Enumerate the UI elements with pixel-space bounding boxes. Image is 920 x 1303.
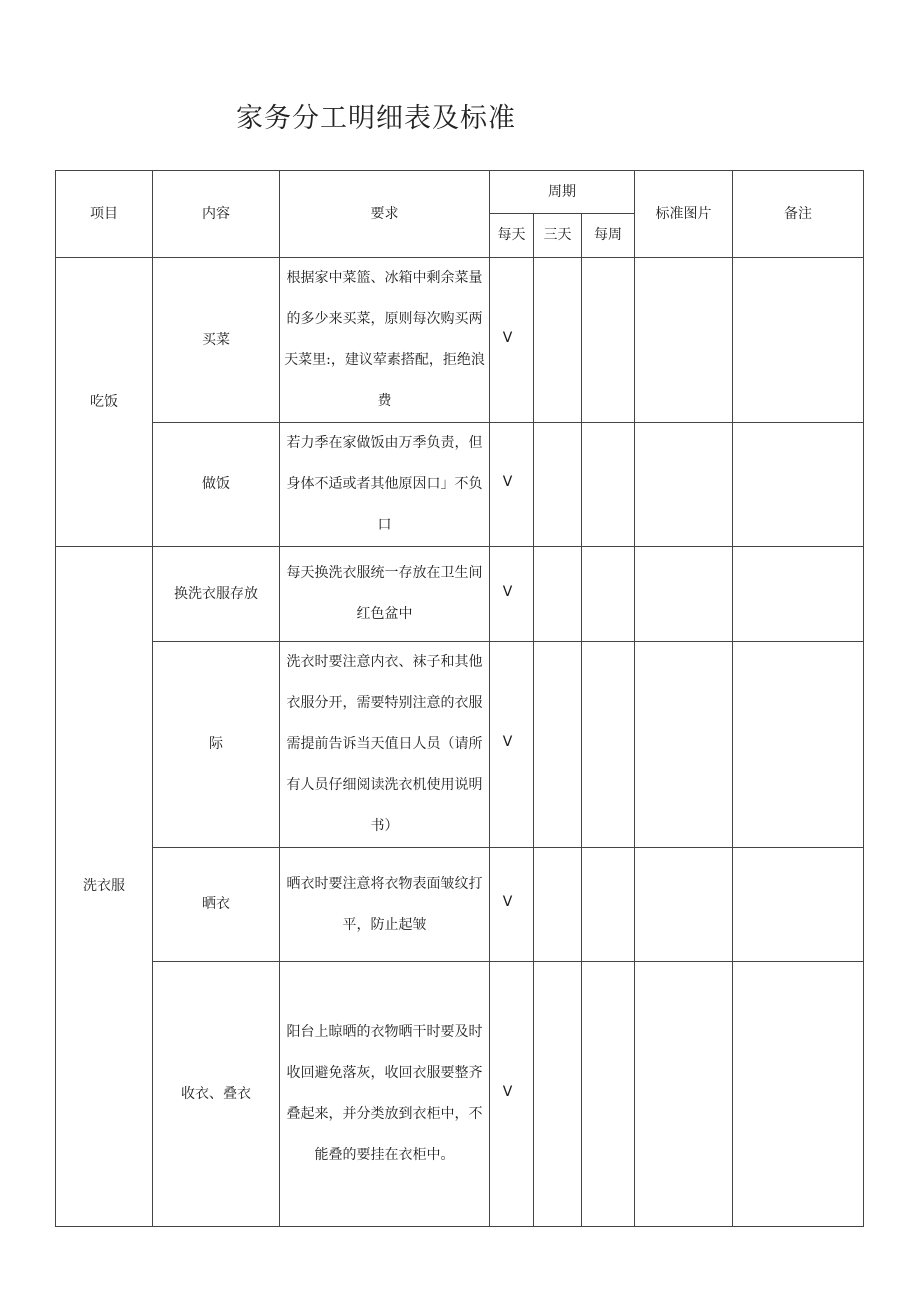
three-days-cell	[534, 423, 582, 547]
note-cell	[733, 962, 864, 1227]
weekly-cell	[582, 962, 635, 1227]
content-cell: 晒衣	[153, 848, 280, 962]
table-row	[56, 258, 864, 423]
requirement-cell: 每天换洗衣服统一存放在卫生间红色盆中	[280, 547, 490, 642]
note-cell	[733, 258, 864, 423]
image-cell	[635, 258, 733, 423]
note-cell	[733, 848, 864, 962]
requirement-cell: 洗衣时要注意内衣、袜子和其他衣服分开，需要特别注意的衣服需提前告诉当天值日人员（请所有人员仔细阅读洗衣机使用说明书）	[280, 642, 490, 848]
weekly-cell	[582, 848, 635, 962]
daily-check: V	[490, 848, 534, 962]
header-std-image: 标准图片	[635, 171, 733, 258]
content-cell: 做饭	[153, 423, 280, 547]
three-days-cell	[534, 848, 582, 962]
daily-check: V	[490, 423, 534, 547]
note-cell	[733, 423, 864, 547]
daily-check: V	[490, 258, 534, 423]
three-days-cell	[534, 258, 582, 423]
content-cell: 际	[153, 642, 280, 848]
requirement-cell: 若力季在家做饭由万季负责，但身体不适或者其他原因口」不负口	[280, 423, 490, 547]
header-requirement: 要求	[280, 171, 490, 258]
content-cell: 买菜	[153, 258, 280, 423]
content-cell: 收衣、叠衣	[153, 962, 280, 1227]
three-days-cell	[534, 642, 582, 848]
image-cell	[635, 547, 733, 642]
three-days-cell	[534, 962, 582, 1227]
three-days-cell	[534, 547, 582, 642]
header-three-days: 三天	[534, 214, 582, 258]
table-row	[56, 848, 864, 962]
weekly-cell	[582, 258, 635, 423]
requirement-cell: 阳台上晾晒的衣物晒干时要及时收回避免落灰，收回衣服要整齐叠起来，并分类放到衣柜中，不能叠的要挂在衣柜中。	[280, 962, 490, 1227]
weekly-cell	[582, 547, 635, 642]
image-cell	[635, 848, 733, 962]
table-row	[56, 547, 864, 642]
requirement-cell: 根据家中菜篮、冰箱中剩余菜量的多少来买菜，原则每次购买两天菜里:，建议荤素搭配，拒绝浪费	[280, 258, 490, 423]
header-content: 内容	[153, 171, 280, 258]
note-cell	[733, 642, 864, 848]
table-row	[56, 642, 864, 848]
image-cell	[635, 962, 733, 1227]
note-cell	[733, 547, 864, 642]
header-note: 备注	[733, 171, 864, 258]
table-row	[56, 423, 864, 547]
header-row-1	[56, 171, 864, 214]
image-cell	[635, 642, 733, 848]
weekly-cell	[582, 642, 635, 848]
daily-check: V	[490, 642, 534, 848]
header-project: 项目	[56, 171, 153, 258]
daily-check: V	[490, 962, 534, 1227]
requirement-cell: 晒衣时要注意将衣物表面皱纹打平，防止起皱	[280, 848, 490, 962]
table-row	[56, 962, 864, 1227]
page-title: 家务分工明细表及标准	[236, 103, 516, 134]
header-weekly: 每周	[582, 214, 635, 258]
header-cycle: 周期	[490, 171, 635, 214]
weekly-cell	[582, 423, 635, 547]
content-cell: 换洗衣服存放	[153, 547, 280, 642]
project-cell: 洗衣服	[56, 547, 153, 1227]
project-cell: 吃饭	[56, 258, 153, 547]
daily-check: V	[490, 547, 534, 642]
chores-table	[55, 170, 864, 1227]
header-daily: 每天	[490, 214, 534, 258]
image-cell	[635, 423, 733, 547]
